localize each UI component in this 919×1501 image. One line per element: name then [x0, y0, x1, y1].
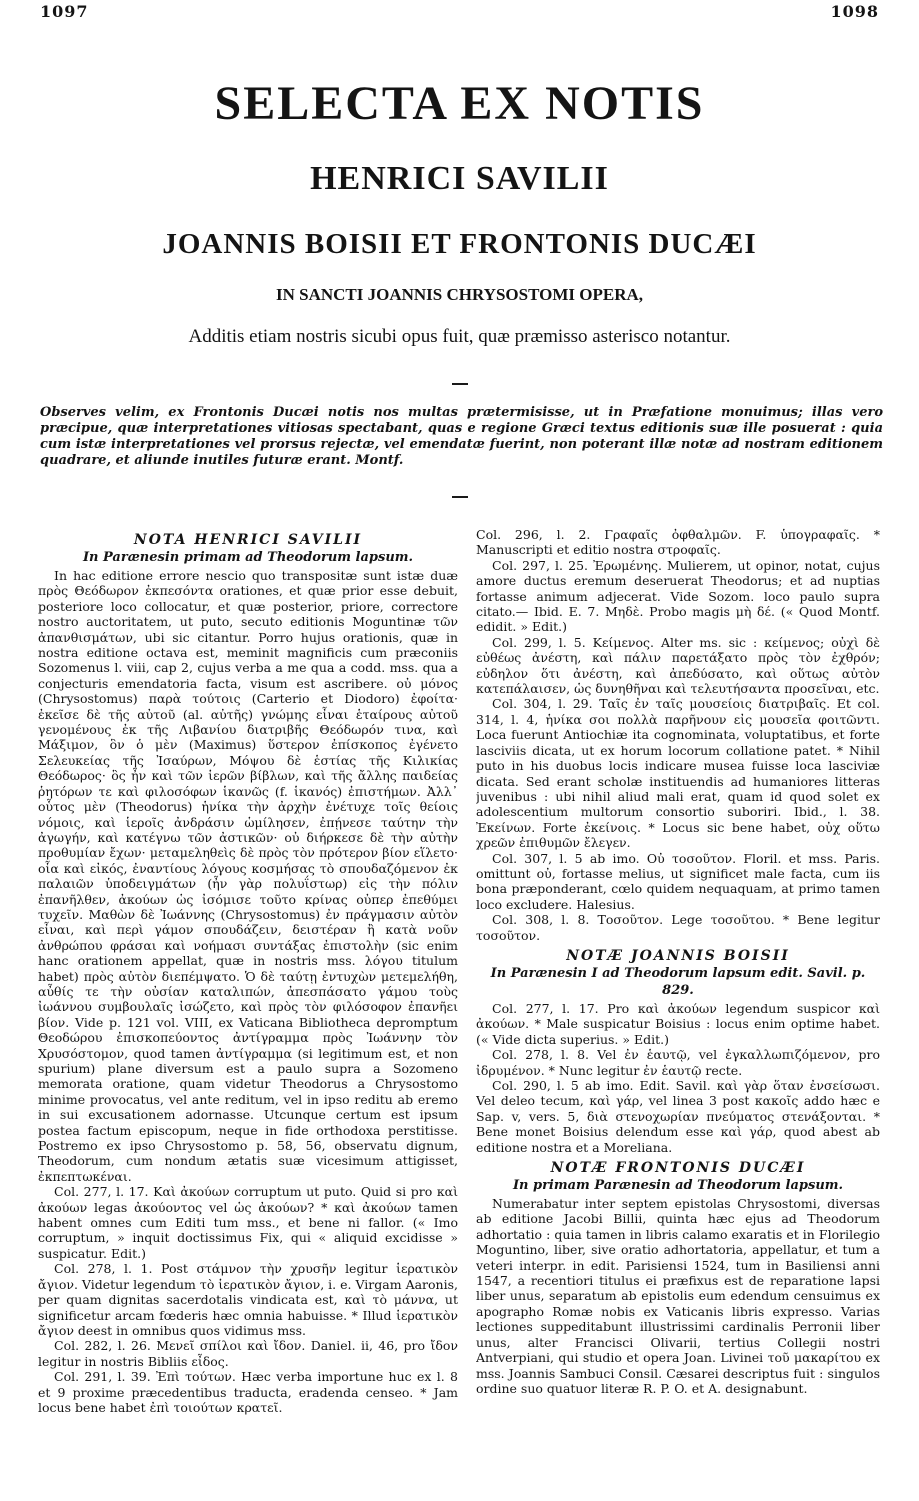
- note-paragraph: Col. 299, l. 5. Κείμενος. Alter ms. sic : κείμενος; οὐχὶ δὲ εὐθέως ἀνέστη, καὶ πάλιν παρετάξατο πρὸς τὸν ἐχθρόν; εὐδηλον ὅτι ἀνέστη, καὶ ἀπεδύσατο, καὶ οὕτως αὐτὸν κατεπάλαισεν, ὡς δυνηθῆναι καὶ τελευτήσαντα προσεῖναι, etc.: [476, 634, 880, 697]
- section-subheading-ducaeus: In primam Parænesin ad Theodorum lapsum.: [512, 1178, 844, 1194]
- note-paragraph: Col. 304, l. 29. Ταῖς ἐν ταῖς μουσείοις διατριβαῖς. Et col. 314, l. 4, ἡνίκα σοι πολλὰ παρῆνουν εἰς μουσεῖα φοιτῶντι. Loca fuerunt Antiochiæ ita cognominata, voluptatibus, et forte lasciviis dicata, ut ex horum locorum collatione patet. * Nihil puto in his duobus locis indicare musea fuisse loca lasciviæ dicata. Sed erant scholæ instituendis ad humaniores litteras juvenibus : ubi nihil aliud mali erat, quam id quod solet ex adolescentium multorum consortio suboriri. Ibid., l. 38. Ἐκείνων. Forte ἐκείνοις. * Locus sic bene habet, οὐχ οὕτω χρεῶν ἐπιθυμῶν ἔλεγεν.: [476, 696, 880, 851]
- note-paragraph: Col. 290, l. 5 ab imo. Edit. Savil. καὶ γὰρ ὅταν ἐνσείσωσι. Vel deleo tecum, καὶ γάρ, vel linea 3 post κακοῖς addo hæc e Sap. v, vers. 5, διὰ στενοχωρίαν πνεύματος στενάξονται. * Bene monet Boisius delendum esse καὶ γάρ, quod abest ab editione nostra et a Moreliana.: [476, 1078, 880, 1155]
- section-heading-boisius: NOTÆ JOANNIS BOISII: [566, 947, 790, 964]
- note-paragraph: Col. 307, l. 5 ab imo. Οὐ τοσοῦτον. Floril. et mss. Paris. omittunt οὐ, fortasse melius, ut significet male facta, cum iis bona præponderant, cœlo quidem nequaquam, at primo tamen loco excludere. Halesius.: [476, 850, 880, 912]
- note-paragraph: Col. 278, l. 8. Vel ἐν ἑαυτῷ, vel ἐγκαλλωπιζόμενον, pro ἰδρυμένον. * Nunc legitur ἐν ἑαυτῷ recte.: [476, 1047, 880, 1078]
- subtitle-boisius-ducaeus: JOANNIS BOISII ET FRONTONIS DUCÆI: [162, 228, 757, 260]
- subtitle-additis: Additis etiam nostris sicubi opus fuit, quæ præmisso asterisco notantur.: [188, 326, 731, 347]
- note-paragraph: Col. 291, l. 39. Ἐπὶ τούτων. Hæc verba importune huc ex l. 8 et 9 proxime præcedentibus traducta, eradenda censeo. * Jam locus bene habet ἐπὶ τοιούτων κρατεῖ.: [38, 1369, 458, 1415]
- right-column: [476, 527, 880, 1489]
- note-paragraph: Numerabatur inter septem epistolas Chrysostomi, diversas ab editione Jacobi Billii, quinta hæc ejus ad Theodorum adhortatio : quia tamen in libris calamo exaratis et in Florilegio Moguntino, liber, sive oratio adhortatoria, appellatur, et tum a veteri interpr. in edit. Parisiensi 1524, tum in Basiliensi anni 1547, a recentiori titulus ei præfixus est de reparatione lapsi liber unus, separatum ab epistolis eum edendum censuimus ex apographo Romæ nobis ex Vaticanis libris expresso. Varias lectiones suppeditabunt illustrissimi cardinalis Perronii liber unus, alter Francisci Olivarii, tertius Collegii nostri Antverpiani, qui studio et opera Joan. Livinei τοῦ μακαρίτου ex mss. Joannis Sambuci Consil. Cæsarei descriptus fuit : singulos ordine suo quatuor literæ R. P. O. et A. designabunt.: [476, 1196, 880, 1396]
- note-paragraph: Col. 297, l. 25. Ἐρωμένης. Mulierem, ut opinor, notat, cujus amore ductus eremum deseruerat Theodorus; et ad nuptias fortasse animum adjecerat. Vide Sozom. loco paulo supra citato.— Ibid. E. 7. Μηδὲ. Probo magis μὴ δέ. (« Quod Montf. edidit. » Edit.): [476, 557, 880, 635]
- title-divider: [452, 383, 468, 385]
- note-paragraph: Col. 278, l. 1. Post στάμνον τὴν χρυσῆν legitur ἱερατικὸν ἄγιον. Videtur legendum τὸ ἱερατικὸν ἄγιον, i. e. Virgam Aaronis, per quam dignitas sacerdotalis vindicata est, καὶ τὸ μάννα, ut significetur arcam fœderis hæc omnia habuisse. * Illud ἱερατικὸν ἄγιον deest in omnibus quos vidimus mss.: [38, 1261, 458, 1338]
- note-paragraph: Col. 277, l. 17. Καὶ ἀκούων corruptum ut puto. Quid si pro καὶ ἀκούων legas ἀκούοντος vel ὡς ἀκούων? * καὶ ἀκούων tamen habent omnes cum Editi tum mss., et bene ni fallor. (« Imo corruptum, » inquit doctissimus Fix, qui « aliquid excidisse » suspicatur. Edit.): [38, 1184, 458, 1261]
- note-paragraph: Col. 277, l. 17. Pro καὶ ἀκούων legendum suspicor καὶ ἀκούων. * Male suspicatur Boisius : locus enim optime habet. (« Vide dicta superius. » Edit.): [476, 1000, 880, 1047]
- section-heading-savilius: NOTA HENRICI SAVILII: [133, 532, 363, 548]
- note-paragraph: Col. 282, l. 26. Μενεῖ σπίλοι καὶ ἴδον. Daniel. ii, 46, pro ἴδον legitur in nostris Bibliis εἶδος.: [38, 1338, 458, 1369]
- section-heading-ducaeus: NOTÆ FRONTONIS DUCÆI: [550, 1160, 806, 1177]
- preface-divider: [452, 496, 468, 498]
- main-title: SELECTA EX NOTIS: [214, 77, 705, 130]
- preface-note: Observes velim, ex Frontonis Ducæi notis nos multas prætermisisse, ut in Præfatione monuimus; illas vero præcipue, quæ interpretationes vitiosas spectabant, quas e regione Græci textus editionis suæ ille posuerat : quia cum istæ interpretationes vel prorsus rejectæ, vel emendatæ fuerint, non poterant illæ notæ ad nostram editionem quadrare, et aliunde inutiles futuræ erant. Montf.: [40, 405, 883, 468]
- left-column: [38, 527, 458, 1489]
- section-subheading-savilius: In Parænesin primam ad Theodorum lapsum.: [82, 550, 414, 565]
- note-paragraph: Col. 308, l. 8. Τοσοῦτον. Lege τοσοῦτου. * Bene legitur τοσοῦτον.: [476, 912, 880, 943]
- section-subheading-boisius: In Parænesin I ad Theodorum lapsum edit. Savil. p. 829.: [490, 965, 866, 998]
- note-paragraph: In hac editione errore nescio quo transpositæ sunt istæ duæ πρὸς Θεόδωρον ἐκπεσόντα orationes, et quæ prior esse debuit, posteriore loco collocatur, et quæ posterior, priore, correctore nostro auctoritatem, ut puto, secuto editionis Moguntinæ τῶν ἀπανθισμάτων, ubi sic citantur. Porro hujus orationis, quæ in nostra editione octava est, meminit magnificis cum præconiis Sozomenus l. viii, cap 2, cujus verba a me qua a codd. mss. qua a conjecturis emendatoria facta, visum est ascribere. οὐ μόνος (Chrysostomus) παρὰ τούτοις (Carterio et Diodoro) ἐφοίτα· ἐκεῖσε δὲ τῆς αὐτοῦ (al. αὐτῆς) γνώμης εἶναι ἑταίρους αὐτοῦ γενομένους ἐκ τῆς Λιβανίου διατριβῆς Θεόδωρόν τινα, καὶ Μάξιμον, ὃν ὁ μὲν (Maximus) ὕστερον ἐπίσκοπος ἐγένετο Σελευκείας τῆς Ἰσαύρων, Μόψου δὲ ἑστίας τῆς Κιλικίας Θεόδωρος· ὃς ἦν καὶ τῶν ἱερῶν βίβλων, καὶ τῆς ἄλλης παιδείας ῥητόρων τε καὶ φιλοσόφων ἱκανῶς (f. ἱκανός) ἐπιστήμων. Ἀλλ᾽ οὗτος μὲν (Theodorus) ἡνίκα τὴν ἀρχὴν ἐνέτυχε τοῖς θείοις νόμοις, καὶ ἱεροῖς ἀνδράσιν ὡμίλησεν, ἐπῄνεσε ταύτην τὴν ἀγωγήν, καὶ κατέγνω τῶν ἀστικῶν· οὐ διήρκεσε δὲ τὴν αὐτὴν προθυμίαν ἔχων· μεταμεληθεὶς δὲ πρὸς τὸν πρότερον βίον εἵλετο· οἷα καὶ εἰκός, ἐναντίους λόγους κοσμήσας τὸ σπουδαζόμενον ἐκ παλαιῶν ὑποδειγμάτων (ἦν γὰρ πολυΐστωρ) εἰς τὴν πόλιν ἐπανῆλθεν, ἀκούων ὡς ἰσόμισε τοῦτο κρίνας οὐπερ ἐπεθύμει τυχεῖν. Μαθὼν δὲ Ἰωάννης (Chrysostomus) ἐν πράγμασιν αὐτὸν εἶναι, καὶ περὶ γάμον σπουδάζειν, δειστέραν ἢ κατὰ νοῦν ἀνθρώπου φράσαι καὶ νοήμασι συντάξας ἐπιστολὴν (sic enim hanc orationem appellat, quæ in nostris mss. λόγου titulum habet) πρὸς αὐτὸν διεπέμψατο. Ὁ δὲ ταύτῃ ἐντυχὼν μετεμελήθη, αὖθίς τε τὴν οὐσίαν καταλιπών, ἀπεσπάσατο γάμου τοὺς ἰωάννου συμβουλαῖς ἰσώζετο, καὶ πρὸς τὸν φιλόσοφον ἐπανῆει βίον. Vide p. 121 vol. VIII, ex Vaticana Bibliotheca depromptum Θεοδώρου ἐπισκοπεύοντος ἀντίγραμμα πρὸς Ἰωάννην τὸν Χρυσόστομον, quod tamen ἀντίγραμμα (si legitimum est, et non spurium) plane diversum est a paulo supra a Sozomeno memorata oratione, quam videtur Theodorus a Chrysostomo minime provocatus, vel ante reditum, vel in ipso reditu ab eremo in sui excusationem adornasse. Utcunque certum est ipsum postea factum episcopum, neque in fide orthodoxa perstitisse. Postremo ex ipso Chrysostomo p. 58, 56, observatu dignum, Theodorum, cum nondum ætatis suæ vicesimum attigisset, ἐκπεπτωκέναι.: [38, 568, 458, 1184]
- subtitle-savilius: HENRICI SAVILII: [310, 160, 609, 197]
- subtitle-chrysostom-opera: IN SANCTI JOANNIS CHRYSOSTOMI OPERA,: [275, 285, 643, 304]
- note-paragraph: Col. 296, l. 2. Γραφαῖς ὀφθαλμῶν. F. ὑπογραφαῖς. * Manuscripti et editio nostra στροφαῖς.: [476, 527, 880, 558]
- page-number-right: 1098: [830, 2, 879, 21]
- page-number-left: 1097: [40, 2, 89, 21]
